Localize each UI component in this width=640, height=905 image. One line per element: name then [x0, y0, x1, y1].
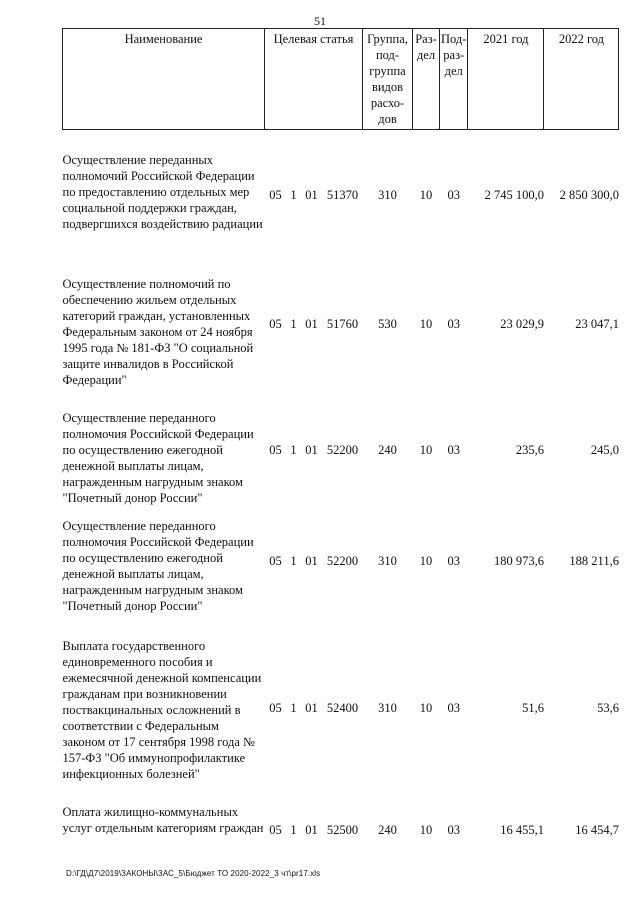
amount-2021-cell: 235,6 [515, 442, 544, 457]
target-article-part-3: 01 [305, 316, 318, 331]
expense-group-cell: 310 [378, 188, 397, 202]
target-article-part-3: 01 [305, 553, 318, 568]
row-name: Выплата государственного единовременного пособия и ежемесячной денежной компенсации гражданам при возникновении поствакцинальных осложнений в соответствии с Федеральным законом от 17 сентября 1998 года № 157-ФЗ "Об иммунопрофилактике инфекционных болезней" [62, 638, 262, 781]
budget-table [62, 28, 619, 872]
expense-group-cell: 310 [378, 553, 397, 568]
header-name: Наименование [63, 29, 265, 130]
subsection-cell: 03 [447, 700, 460, 715]
target-article-part-2: 1 [290, 442, 297, 457]
target-article-part-3: 01 [305, 442, 318, 457]
target-article-part-4: 52200 [326, 553, 359, 568]
section-cell: 10 [419, 700, 433, 715]
header-year-2022: 2022 год [544, 29, 619, 130]
section-cell: 10 [419, 316, 433, 331]
amount-2022-cell: 23 047,1 [575, 316, 619, 331]
amount-2021-cell: 16 455,1 [500, 822, 544, 837]
target-article-part-2: 1 [290, 316, 297, 331]
amount-2021-cell: 23 029,9 [500, 316, 544, 331]
target-article-part-1: 05 [269, 442, 282, 457]
header-subsection: Под- раз- дел [440, 29, 468, 130]
target-article-part-1: 05 [269, 188, 282, 202]
target-article-part-4: 52400 [326, 700, 359, 715]
table-row [63, 506, 619, 620]
table-row [63, 794, 619, 872]
target-article-part-2: 1 [290, 188, 297, 202]
amount-2022-cell: 2 850 300,0 [559, 188, 619, 202]
header-target-article: Целевая статья [265, 29, 363, 130]
row-name: Осуществление переданных полномочий Российской Федерации по предоставлению отдельных мер социальной поддержки граждан, подвергшихся воздействию радиации [62, 153, 263, 231]
target-article-part-4: 51760 [326, 316, 359, 331]
expense-group-cell: 530 [378, 316, 397, 331]
row-name: Оплата жилищно-коммунальных услуг отдельным категориям граждан [62, 804, 264, 835]
section-cell: 10 [419, 822, 433, 837]
header-year-2021: 2021 год [468, 29, 544, 130]
target-article-part-1: 05 [269, 553, 282, 568]
row-name: Осуществление переданного полномочия Российской Федерации по осуществлению ежегодной денежной выплаты лицам, награжденным нагрудным знаком "Почетный донор России" [62, 410, 254, 505]
expense-group-cell: 240 [378, 822, 397, 837]
amount-2021-cell: 180 973,6 [493, 553, 544, 568]
file-path-footer: D:\ГД\Д7\2019\ЗАКОНЫ\ЗАС_5\Бюджет ТО 2020-2022_3 чт\pr17.xls [66, 869, 321, 878]
subsection-cell: 03 [447, 822, 460, 837]
row-name: Осуществление полномочий по обеспечению жильем отдельных категорий граждан, установленных Федеральным законом от 24 ноября 1995 года № 181-ФЗ "О социальной защите инвалидов в Российской Федерации" [62, 276, 254, 387]
target-article-part-2: 1 [290, 700, 297, 715]
amount-2022-cell: 16 454,7 [575, 822, 619, 837]
target-article-part-3: 01 [305, 188, 318, 202]
target-article-part-3: 01 [305, 822, 318, 837]
target-article-part-4: 52200 [326, 442, 359, 457]
table-row [63, 388, 619, 506]
target-article-part-4: 51370 [326, 188, 359, 202]
table-row [63, 620, 619, 794]
amount-2022-cell: 188 211,6 [569, 553, 619, 568]
subsection-cell: 03 [447, 316, 460, 331]
page-number: 51 [314, 14, 326, 28]
target-article-part-3: 01 [305, 700, 318, 715]
subsection-cell: 03 [447, 553, 460, 568]
section-cell: 10 [419, 553, 433, 568]
target-article-part-2: 1 [290, 553, 297, 568]
expense-group-cell: 310 [378, 700, 397, 715]
target-article-part-1: 05 [269, 316, 282, 331]
section-cell: 10 [419, 442, 433, 457]
header-expense-group: Группа, под- группа видов расхо- дов [363, 29, 413, 130]
table-header-row [63, 29, 619, 130]
expense-group-cell: 240 [378, 442, 397, 457]
target-article-part-1: 05 [269, 822, 282, 837]
amount-2022-cell: 245,0 [590, 442, 619, 457]
amount-2021-cell: 2 745 100,0 [484, 188, 544, 202]
row-name: Осуществление переданного полномочия Российской Федерации по осуществлению ежегодной денежной выплаты лицам, награжденным нагрудным знаком "Почетный донор России" [62, 518, 254, 613]
target-article-part-4: 52500 [326, 822, 359, 837]
section-cell: 10 [419, 188, 433, 202]
amount-2021-cell: 51,6 [522, 700, 544, 715]
table-row [63, 130, 619, 254]
subsection-cell: 03 [447, 188, 460, 202]
amount-2022-cell: 53,6 [597, 700, 619, 715]
header-section: Раз- дел [413, 29, 440, 130]
target-article-part-2: 1 [290, 822, 297, 837]
subsection-cell: 03 [447, 442, 460, 457]
target-article-part-1: 05 [269, 700, 282, 715]
table-row [63, 254, 619, 388]
